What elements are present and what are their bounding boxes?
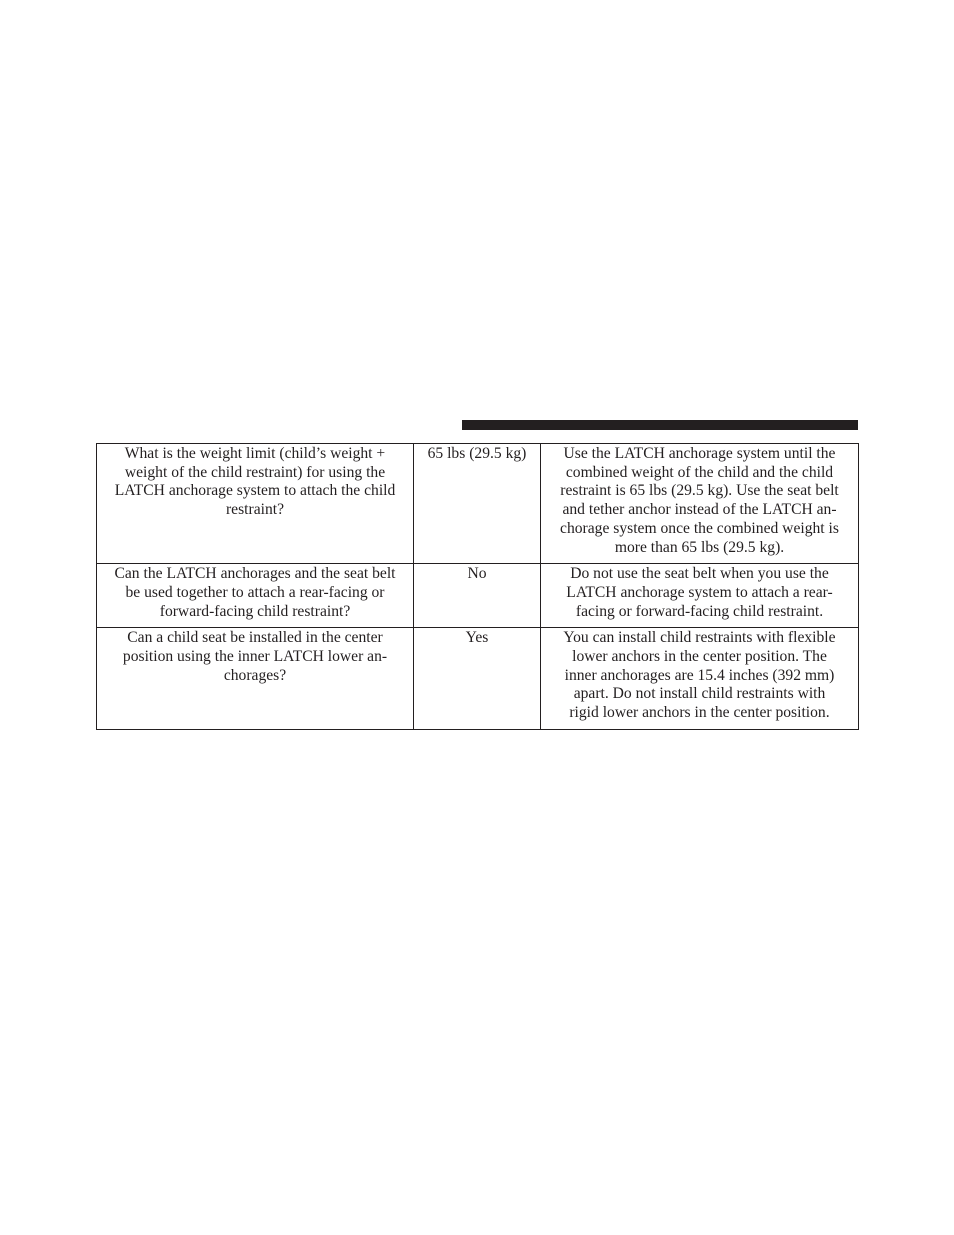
note-line: and tether anchor instead of the LATCH an- <box>562 501 837 519</box>
note-line: inner anchorages are 15.4 inches (392 mm) <box>564 666 835 684</box>
answer-cell <box>414 628 541 730</box>
question-line: LATCH anchorage system to attach the child <box>114 482 396 500</box>
note-line: chorage system once the combined weight is <box>560 519 839 537</box>
latch-faq-table <box>96 443 859 730</box>
note-line: Use the LATCH anchorage system until the <box>563 445 836 462</box>
question-line: What is the weight limit (child’s weight + <box>124 445 386 462</box>
question-line: be used together to attach a rear-facing or <box>125 583 385 601</box>
note-line: Do not use the seat belt when you use the <box>570 565 829 583</box>
note-cell <box>541 564 859 628</box>
question-line: position using the inner LATCH lower an- <box>122 648 388 666</box>
question-line: weight of the child restraint) for using the <box>124 463 386 481</box>
table-row <box>97 444 859 564</box>
note-line: lower anchors in the center position. The <box>572 648 827 666</box>
note-line: rigid lower anchors in the center position. <box>569 704 830 722</box>
note-line: LATCH anchorage system to attach a rear- <box>566 583 833 601</box>
answer-cell <box>414 444 541 564</box>
question-line: restraint? <box>225 501 284 519</box>
question-cell <box>97 564 414 628</box>
note-line: apart. Do not install child restraints with <box>573 685 826 703</box>
answer-cell <box>414 564 541 628</box>
note-cell <box>541 628 859 730</box>
question-cell <box>97 628 414 730</box>
question-line: Can a child seat be installed in the center <box>127 629 383 647</box>
question-line: forward-facing child restraint? <box>159 602 351 620</box>
note-line: restraint is 65 lbs (29.5 kg). Use the seat belt <box>560 482 839 500</box>
answer-text: 65 lbs (29.5 kg) <box>427 445 527 462</box>
note-line: You can install child restraints with flexible <box>563 629 836 647</box>
question-line: Can the LATCH anchorages and the seat belt <box>114 565 396 583</box>
question-line: chorages? <box>223 666 287 684</box>
note-cell <box>541 444 859 564</box>
answer-text: No <box>467 565 487 583</box>
table-row <box>97 564 859 628</box>
question-cell <box>97 444 414 564</box>
note-line: facing or forward-facing child restraint. <box>575 602 824 620</box>
header-rule <box>462 420 858 430</box>
answer-text: Yes <box>465 629 489 647</box>
note-line: combined weight of the child and the child <box>565 463 834 481</box>
note-line: more than 65 lbs (29.5 kg). <box>614 538 785 556</box>
table-row <box>97 628 859 730</box>
